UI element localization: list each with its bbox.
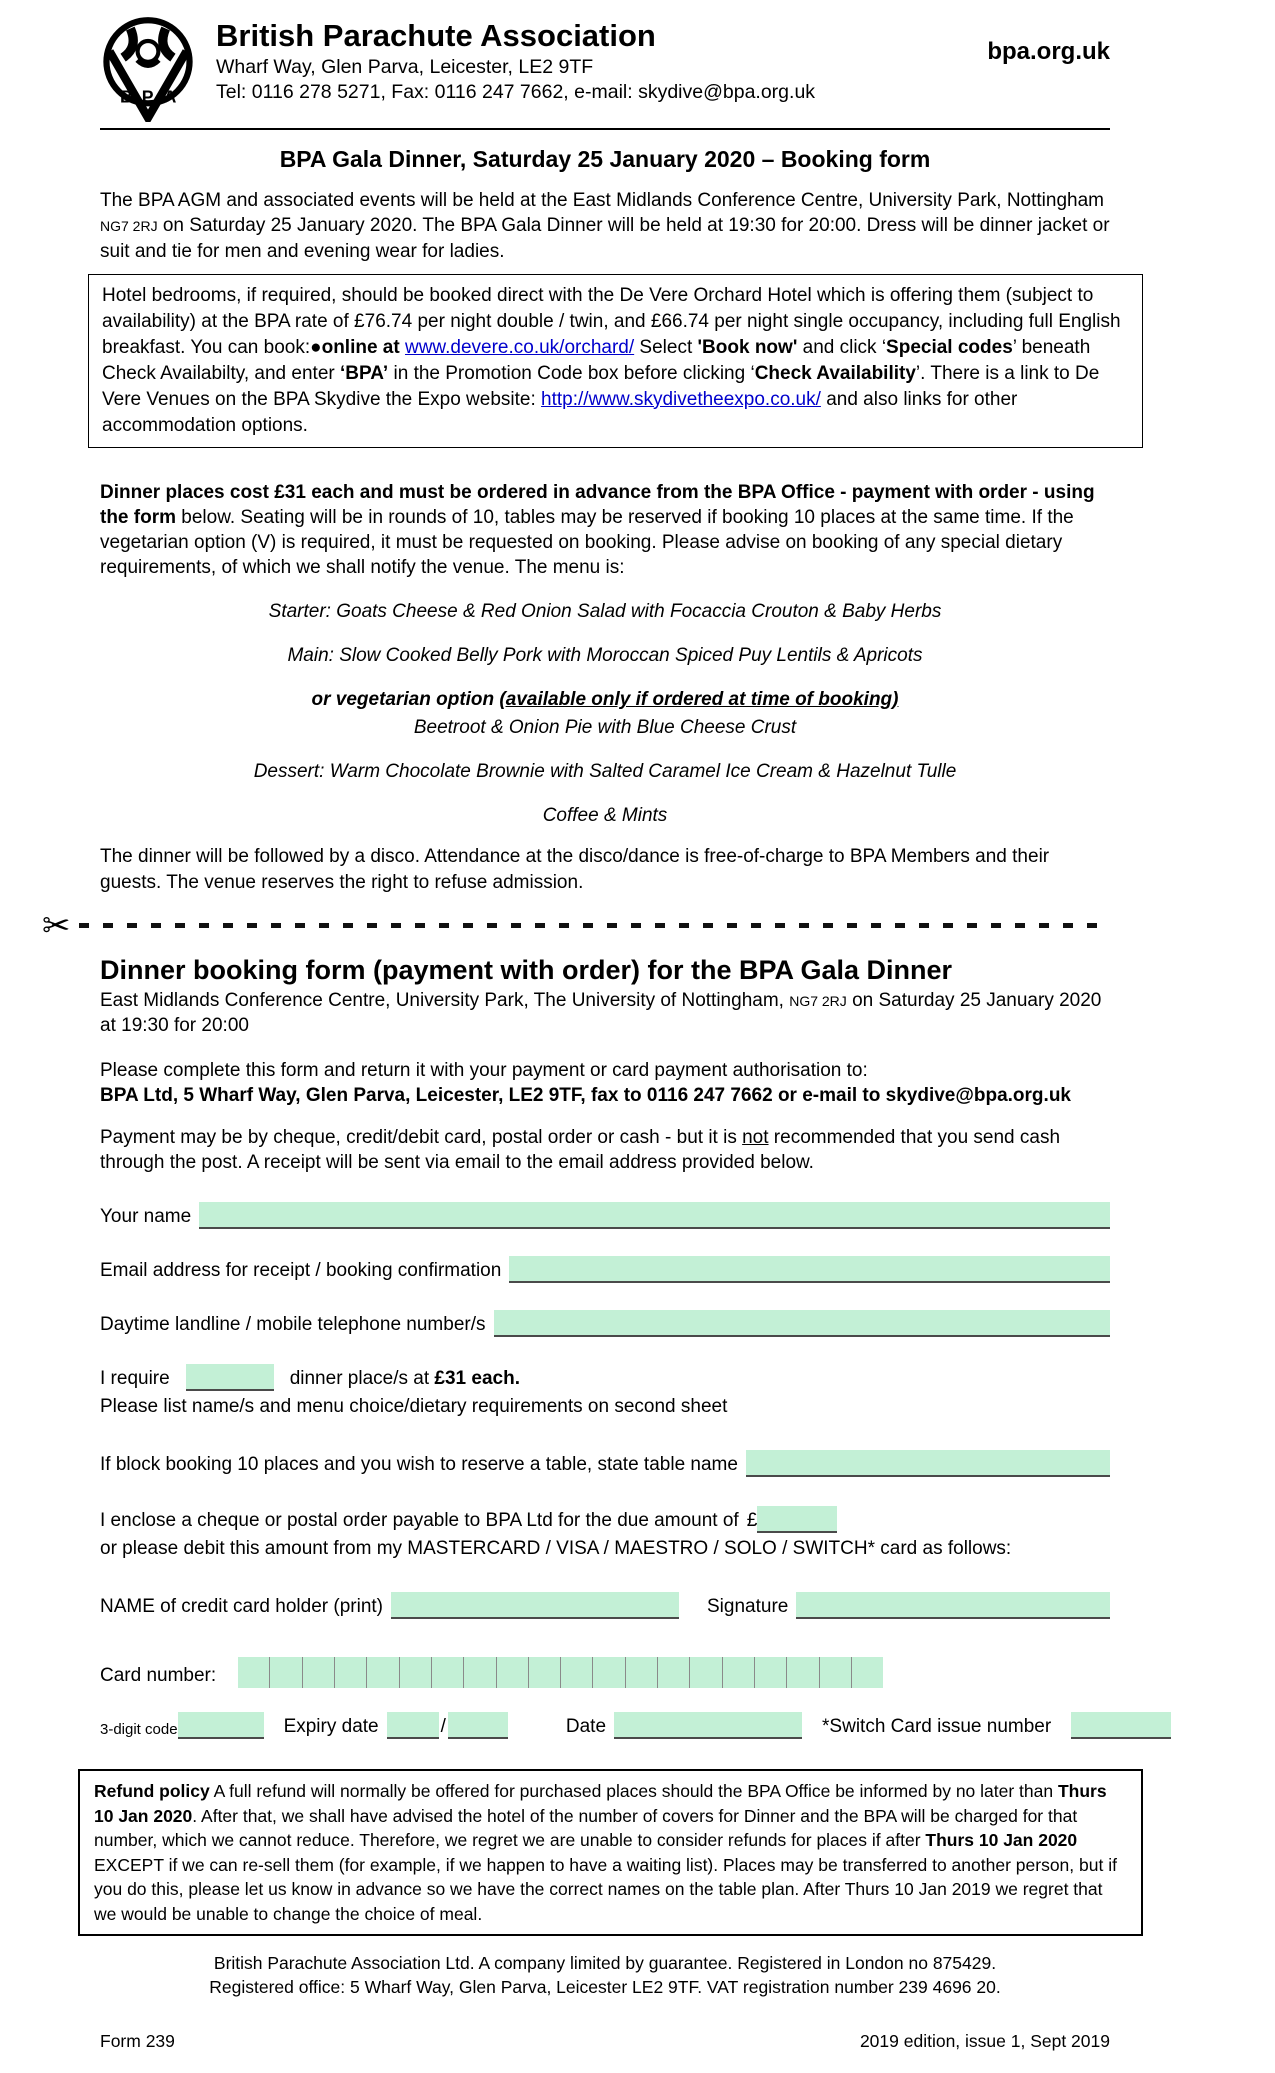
payment-not-underline: not	[742, 1126, 769, 1148]
card-digit-cell[interactable]	[820, 1657, 852, 1688]
switch-issue-label: *Switch Card issue number	[822, 1716, 1052, 1738]
org-address: Wharf Way, Glen Parva, Leicester, LE2 9TF	[216, 55, 594, 78]
header-divider	[100, 128, 1110, 130]
org-contact: Tel: 0116 278 5271, Fax: 0116 247 7662, e-mail: skydive@bpa.org.uk	[216, 81, 816, 104]
cheque-label: I enclose a cheque or postal order payable to BPA Ltd for the due amount of	[100, 1510, 739, 1532]
form-number: Form 239	[100, 2030, 175, 2051]
amount-field[interactable]	[757, 1506, 837, 1533]
your-name-label: Your name	[100, 1206, 192, 1228]
card-digit-cell[interactable]	[755, 1657, 787, 1688]
venue-postcode: NG7 2RJ	[789, 992, 847, 1009]
table-name-field[interactable]	[746, 1450, 1110, 1477]
card-digit-cell[interactable]	[464, 1657, 496, 1688]
complete-instruction: Please complete this form and return it with your payment or card payment authorisation to:	[100, 1059, 868, 1081]
menu-main: Main: Slow Cooked Belly Pork with Moroccan Spiced Puy Lentils & Apricots	[287, 645, 923, 667]
hotel-text-3: and click ‘	[797, 336, 887, 358]
hotel-online-at: ●online at	[310, 336, 405, 358]
card-digit-cell[interactable]	[238, 1657, 270, 1688]
currency-symbol: £	[746, 1510, 758, 1532]
org-name: British Parachute Association	[216, 18, 656, 53]
org-website: bpa.org.uk	[987, 38, 1110, 65]
hotel-text-4: ’ beneath Check Availabilty, and enter	[102, 336, 1091, 384]
intro-text-1: The BPA AGM and associated events will be held at the East Midlands Conference Centre, University Park, Nottingham	[100, 190, 1104, 212]
payment-text-2: recommended that you send cash through the post. A receipt will be sent via email to the email address provided below.	[100, 1126, 1061, 1174]
second-sheet-note: Please list name/s and menu choice/dietary requirements on second sheet	[100, 1396, 728, 1418]
veg-option-text: or vegetarian option	[311, 689, 500, 711]
dinner-cost-rest: below. Seating will be in rounds of 10, tables may be reserved if booking 10 places at the same time. If the vegetarian option (V) is required, it must be requested on booking. Please advise on booking of any special dietary requirements, of which we shall notify the venue. The menu is:	[100, 506, 1074, 578]
places-text	[290, 1366, 520, 1391]
cheque-row	[100, 1506, 1110, 1533]
expiry-month-field[interactable]	[387, 1712, 439, 1739]
card-digit-cell[interactable]	[690, 1657, 722, 1688]
card-digit-cell[interactable]	[787, 1657, 819, 1688]
company-registration-line: British Parachute Association Ltd. A company limited by guarantee. Registered in London no 875429.	[213, 1953, 997, 1974]
menu-vegetarian-dish: Beetroot & Onion Pie with Blue Cheese Crust	[413, 717, 797, 739]
card-digit-cell[interactable]	[432, 1657, 464, 1688]
places-text-normal: dinner place/s at	[289, 1368, 435, 1390]
card-digit-cell[interactable]	[561, 1657, 593, 1688]
svg-text:B: B	[119, 86, 133, 107]
page-title: BPA Gala Dinner, Saturday 25 January 2020 – Booking form	[279, 146, 931, 172]
disco-paragraph: The dinner will be followed by a disco. Attendance at the disco/dance is free-of-charge to BPA Members and their guests. The venue reserves the right to refuse admission.	[100, 846, 1050, 893]
your-name-row	[100, 1202, 1110, 1229]
table-name-row	[100, 1450, 1110, 1477]
card-digit-cell[interactable]	[270, 1657, 302, 1688]
phone-field[interactable]	[494, 1310, 1111, 1337]
cardholder-field[interactable]	[391, 1592, 679, 1619]
scissors-icon: ✂	[42, 906, 71, 945]
venue-text-1: East Midlands Conference Centre, University Park, The University of Nottingham,	[100, 989, 790, 1011]
date-label: Date	[565, 1716, 607, 1738]
card-details-row	[100, 1712, 1110, 1739]
payment-method-paragraph	[100, 1125, 1110, 1175]
booking-form-heading: Dinner booking form (payment with order) for the BPA Gala Dinner	[100, 954, 953, 985]
registered-office-line: Registered office: 5 Wharf Way, Glen Parva, Leicester LE2 9TF. VAT registration number 239 4696 20.	[209, 1976, 1001, 1997]
card-number-label: Card number:	[100, 1665, 217, 1687]
phone-row	[100, 1310, 1110, 1337]
card-digit-cell[interactable]	[335, 1657, 367, 1688]
require-label: I require	[100, 1368, 170, 1390]
price-each-bold: £31 each.	[434, 1368, 520, 1390]
card-digit-cell[interactable]	[400, 1657, 432, 1688]
svg-text:P: P	[141, 86, 154, 107]
card-digit-cell[interactable]	[626, 1657, 658, 1688]
signature-label: Signature	[707, 1596, 789, 1618]
cvv-label: 3-digit code	[100, 1720, 178, 1738]
svg-text:A: A	[163, 86, 177, 107]
phone-label: Daytime landline / mobile telephone number/s	[100, 1314, 486, 1336]
email-field[interactable]	[509, 1256, 1110, 1283]
card-number-strip[interactable]	[238, 1657, 883, 1688]
venue-text-2: on Saturday 25 January 2020 at 19:30 for 20:00	[100, 989, 1102, 1036]
hotel-text-1: Hotel bedrooms, if required, should be booked direct with the De Vere Orchard Hotel which is offering them (subject to availability) at the BPA rate of £76.74 per night double / twin, and £66.74 per night single occupancy, including full English breakfast. You can book:	[102, 284, 1121, 358]
debit-instruction: or please debit this amount from my MASTERCARD / VISA / MAESTRO / SOLO / SWITCH* card as follows:	[100, 1538, 1012, 1560]
your-name-field[interactable]	[199, 1202, 1110, 1229]
places-count-field[interactable]	[186, 1364, 274, 1391]
cut-line	[42, 906, 1110, 945]
form-meta-row	[100, 2030, 1110, 2053]
refund-text-1: A full refund will normally be offered for purchased places should the BPA Office be informed by no later than	[209, 1781, 1058, 1802]
card-digit-cell[interactable]	[303, 1657, 335, 1688]
cvv-field[interactable]	[178, 1712, 264, 1739]
company-footer	[100, 1952, 1110, 1999]
intro-paragraph	[100, 188, 1110, 263]
expiry-label: Expiry date	[283, 1716, 379, 1738]
card-digit-cell[interactable]	[529, 1657, 561, 1688]
email-label: Email address for receipt / booking confirmation	[100, 1260, 502, 1282]
return-address-line: BPA Ltd, 5 Wharf Way, Glen Parva, Leicester, LE2 9TF, fax to 0116 247 7662 or e-mail to skydive@bpa.org.uk	[100, 1084, 1071, 1106]
bpa-logo-icon	[96, 14, 200, 122]
hotel-text-7: and also links for other accommodation options.	[102, 388, 1018, 436]
date-field[interactable]	[614, 1712, 802, 1739]
hotel-text-5: in the Promotion Code box before clicking ‘	[388, 362, 755, 384]
intro-postcode: NG7 2RJ	[100, 218, 158, 235]
menu-starter: Starter: Goats Cheese & Red Onion Salad with Focaccia Crouton & Baby Herbs	[268, 601, 942, 622]
dinner-cost-bold: Dinner places cost £31 each and must be ordered in advance from the BPA Office - payment with order - using the form	[100, 481, 1095, 528]
check-availability-label: Check Availability	[754, 362, 916, 384]
hotel-text-6: ’. There is a link to De Vere Venues on the BPA Skydive the Expo website:	[102, 362, 1100, 410]
table-name-label: If block booking 10 places and you wish to reserve a table, state table name	[100, 1454, 738, 1476]
letterhead-text	[216, 14, 971, 106]
bpa-code-label: ‘BPA’	[340, 362, 389, 384]
refund-deadline-2: Thurs 10 Jan 2020	[925, 1830, 1078, 1851]
payment-text-1: Payment may be by cheque, credit/debit card, postal order or cash - but it is	[100, 1126, 743, 1148]
cardholder-label: NAME of credit card holder (print)	[100, 1596, 383, 1618]
card-digit-cell[interactable]	[852, 1657, 883, 1688]
edition-info: 2019 edition, issue 1, Sept 2019	[859, 2030, 1110, 2051]
refund-deadline-1: Thurs 10 Jan 2020	[94, 1781, 1107, 1826]
hotel-info-box	[88, 274, 1143, 448]
email-row	[100, 1256, 1110, 1283]
card-digit-cell[interactable]	[723, 1657, 755, 1688]
cardholder-row	[100, 1592, 1110, 1619]
card-digit-cell[interactable]	[658, 1657, 690, 1688]
refund-text-2: . After that, we shall have advised the hotel of the number of covers for Dinner and the BPA will be charged for that number, which we cannot reduce. Therefore, we regret we are unable to consider refunds for places if after	[94, 1805, 1078, 1851]
card-digit-cell[interactable]	[497, 1657, 529, 1688]
dinner-info-paragraph	[100, 480, 1110, 580]
refund-policy-title: Refund policy	[94, 1781, 210, 1802]
special-codes-label: Special codes	[886, 336, 1013, 358]
letterhead	[100, 14, 1110, 122]
card-number-row	[100, 1657, 1110, 1688]
places-row	[100, 1364, 1110, 1391]
menu-dessert: Dessert: Warm Chocolate Brownie with Salted Caramel Ice Cream & Hazelnut Tulle	[253, 761, 957, 783]
expiry-year-field[interactable]	[448, 1712, 508, 1739]
card-digit-cell[interactable]	[367, 1657, 399, 1688]
book-now-label: 'Book now'	[697, 336, 798, 358]
menu-vegetarian-option	[100, 687, 1110, 712]
refund-policy-box	[78, 1769, 1143, 1936]
menu-coffee: Coffee & Mints	[542, 805, 668, 827]
switch-issue-field[interactable]	[1071, 1712, 1171, 1739]
skydive-expo-link[interactable]: http://www.skydivetheexpo.co.uk/	[541, 388, 821, 410]
refund-text-3: EXCEPT if we can re-sell them (for example, if we happen to have a waiting list). Places may be transferred to another person, but if you do this, please let us know in advance so we have the correct names on the table plan. After Thurs 10 Jan 2019 we regret that we would be unable to change the choice of meal.	[94, 1854, 1117, 1924]
devere-link[interactable]: www.devere.co.uk/orchard/	[404, 336, 635, 358]
intro-text-2: on Saturday 25 January 2020. The BPA Gala Dinner will be held at 19:30 for 20:00. Dress will be dinner jacket or suit and tie for men and evening wear for ladies.	[100, 215, 1110, 262]
hotel-text-2: Select	[634, 336, 698, 358]
veg-option-condition: (available only if ordered at time of booking)	[499, 689, 899, 711]
dashed-cut-rule	[79, 923, 1111, 928]
booking-venue-line	[100, 988, 1110, 1038]
expiry-separator: /	[440, 1716, 446, 1738]
card-digit-cell[interactable]	[593, 1657, 625, 1688]
signature-field[interactable]	[796, 1592, 1110, 1619]
